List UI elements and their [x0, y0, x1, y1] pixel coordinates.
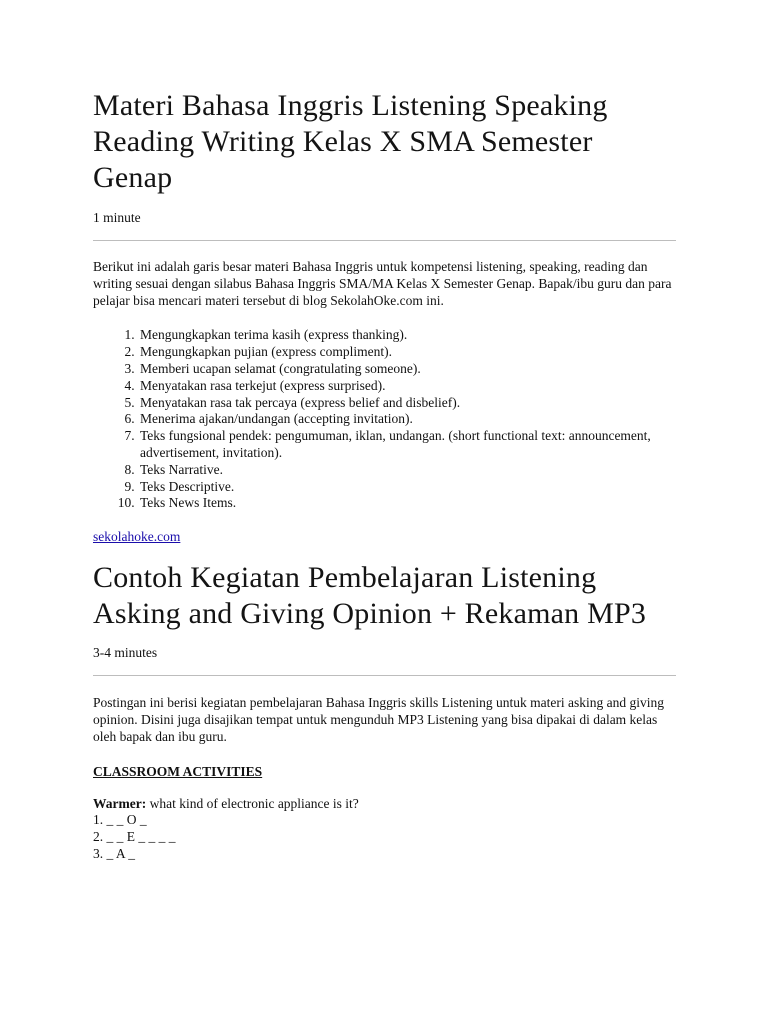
list-item: 10. Teks News Items. [138, 495, 676, 512]
puzzle-item: 2. _ _ E _ _ _ _ [93, 829, 176, 845]
article-2-read-time: 3-4 minutes [93, 645, 158, 661]
list-item: 5. Menyatakan rasa tak percaya (express belief and disbelief). [138, 395, 676, 412]
article-2-title: Contoh Kegiatan Pembelajaran Listening Asking and Giving Opinion + Rekaman MP3 [93, 561, 647, 631]
warmer-line [93, 796, 676, 813]
article-1-read-time: 1 minute [93, 210, 141, 225]
article-2-intro: Postingan ini berisi kegiatan pembelajaran Bahasa Inggris skills Listening untuk materi asking and giving opinion. Disini juga disajikan tempat untuk mengunduh MP3 Listening yang bisa dipakai di dalam kelas oleh bapak dan ibu guru. [93, 695, 665, 744]
list-item: 2. Mengungkapkan pujian (express compliment). [138, 344, 676, 361]
source-link[interactable]: sekolahoke.com [93, 529, 181, 545]
article-1-intro: Berikut ini adalah garis besar materi Bahasa Inggris untuk kompetensi listening, speaking, reading dan writing sesuai dengan silabus Bahasa Inggris SMA/MA Kelas X Semester Genap. Bapak/ibu guru dan para pelajar bisa mencari materi tersebut di blog SekolahOke.com ini. [93, 259, 672, 308]
article-1 [93, 0, 676, 546]
section-heading: CLASSROOM ACTIVITIES [93, 763, 263, 779]
list-item: 1. Mengungkapkan terima kasih (express thanking). [138, 327, 676, 344]
list-item: 3. Memberi ucapan selamat (congratulating someone). [138, 361, 676, 378]
list-item: 4. Menyatakan rasa terkejut (express surprised). [138, 378, 676, 395]
list-item: 6. Menerima ajakan/undangan (accepting invitation). [138, 411, 676, 428]
warmer-question: what kind of electronic appliance is it? [146, 795, 359, 811]
puzzle-item: 3. _ A _ [93, 845, 136, 861]
puzzle-item: 1. _ _ O _ [93, 812, 147, 828]
list-item: 8. Teks Narrative. [138, 462, 676, 479]
warmer-label: Warmer: [93, 795, 147, 811]
article-2 [93, 560, 676, 863]
article-1-title: Materi Bahasa Inggris Listening Speaking Reading Writing Kelas X SMA Semester Genap [93, 89, 608, 194]
topic-list [93, 327, 676, 512]
divider [93, 240, 676, 241]
divider [93, 675, 676, 676]
list-item: 7. Teks fungsional pendek: pengumuman, iklan, undangan. (short functional text: announcement, advertisement, invitation). [138, 428, 676, 462]
list-item: 9. Teks Descriptive. [138, 479, 676, 496]
